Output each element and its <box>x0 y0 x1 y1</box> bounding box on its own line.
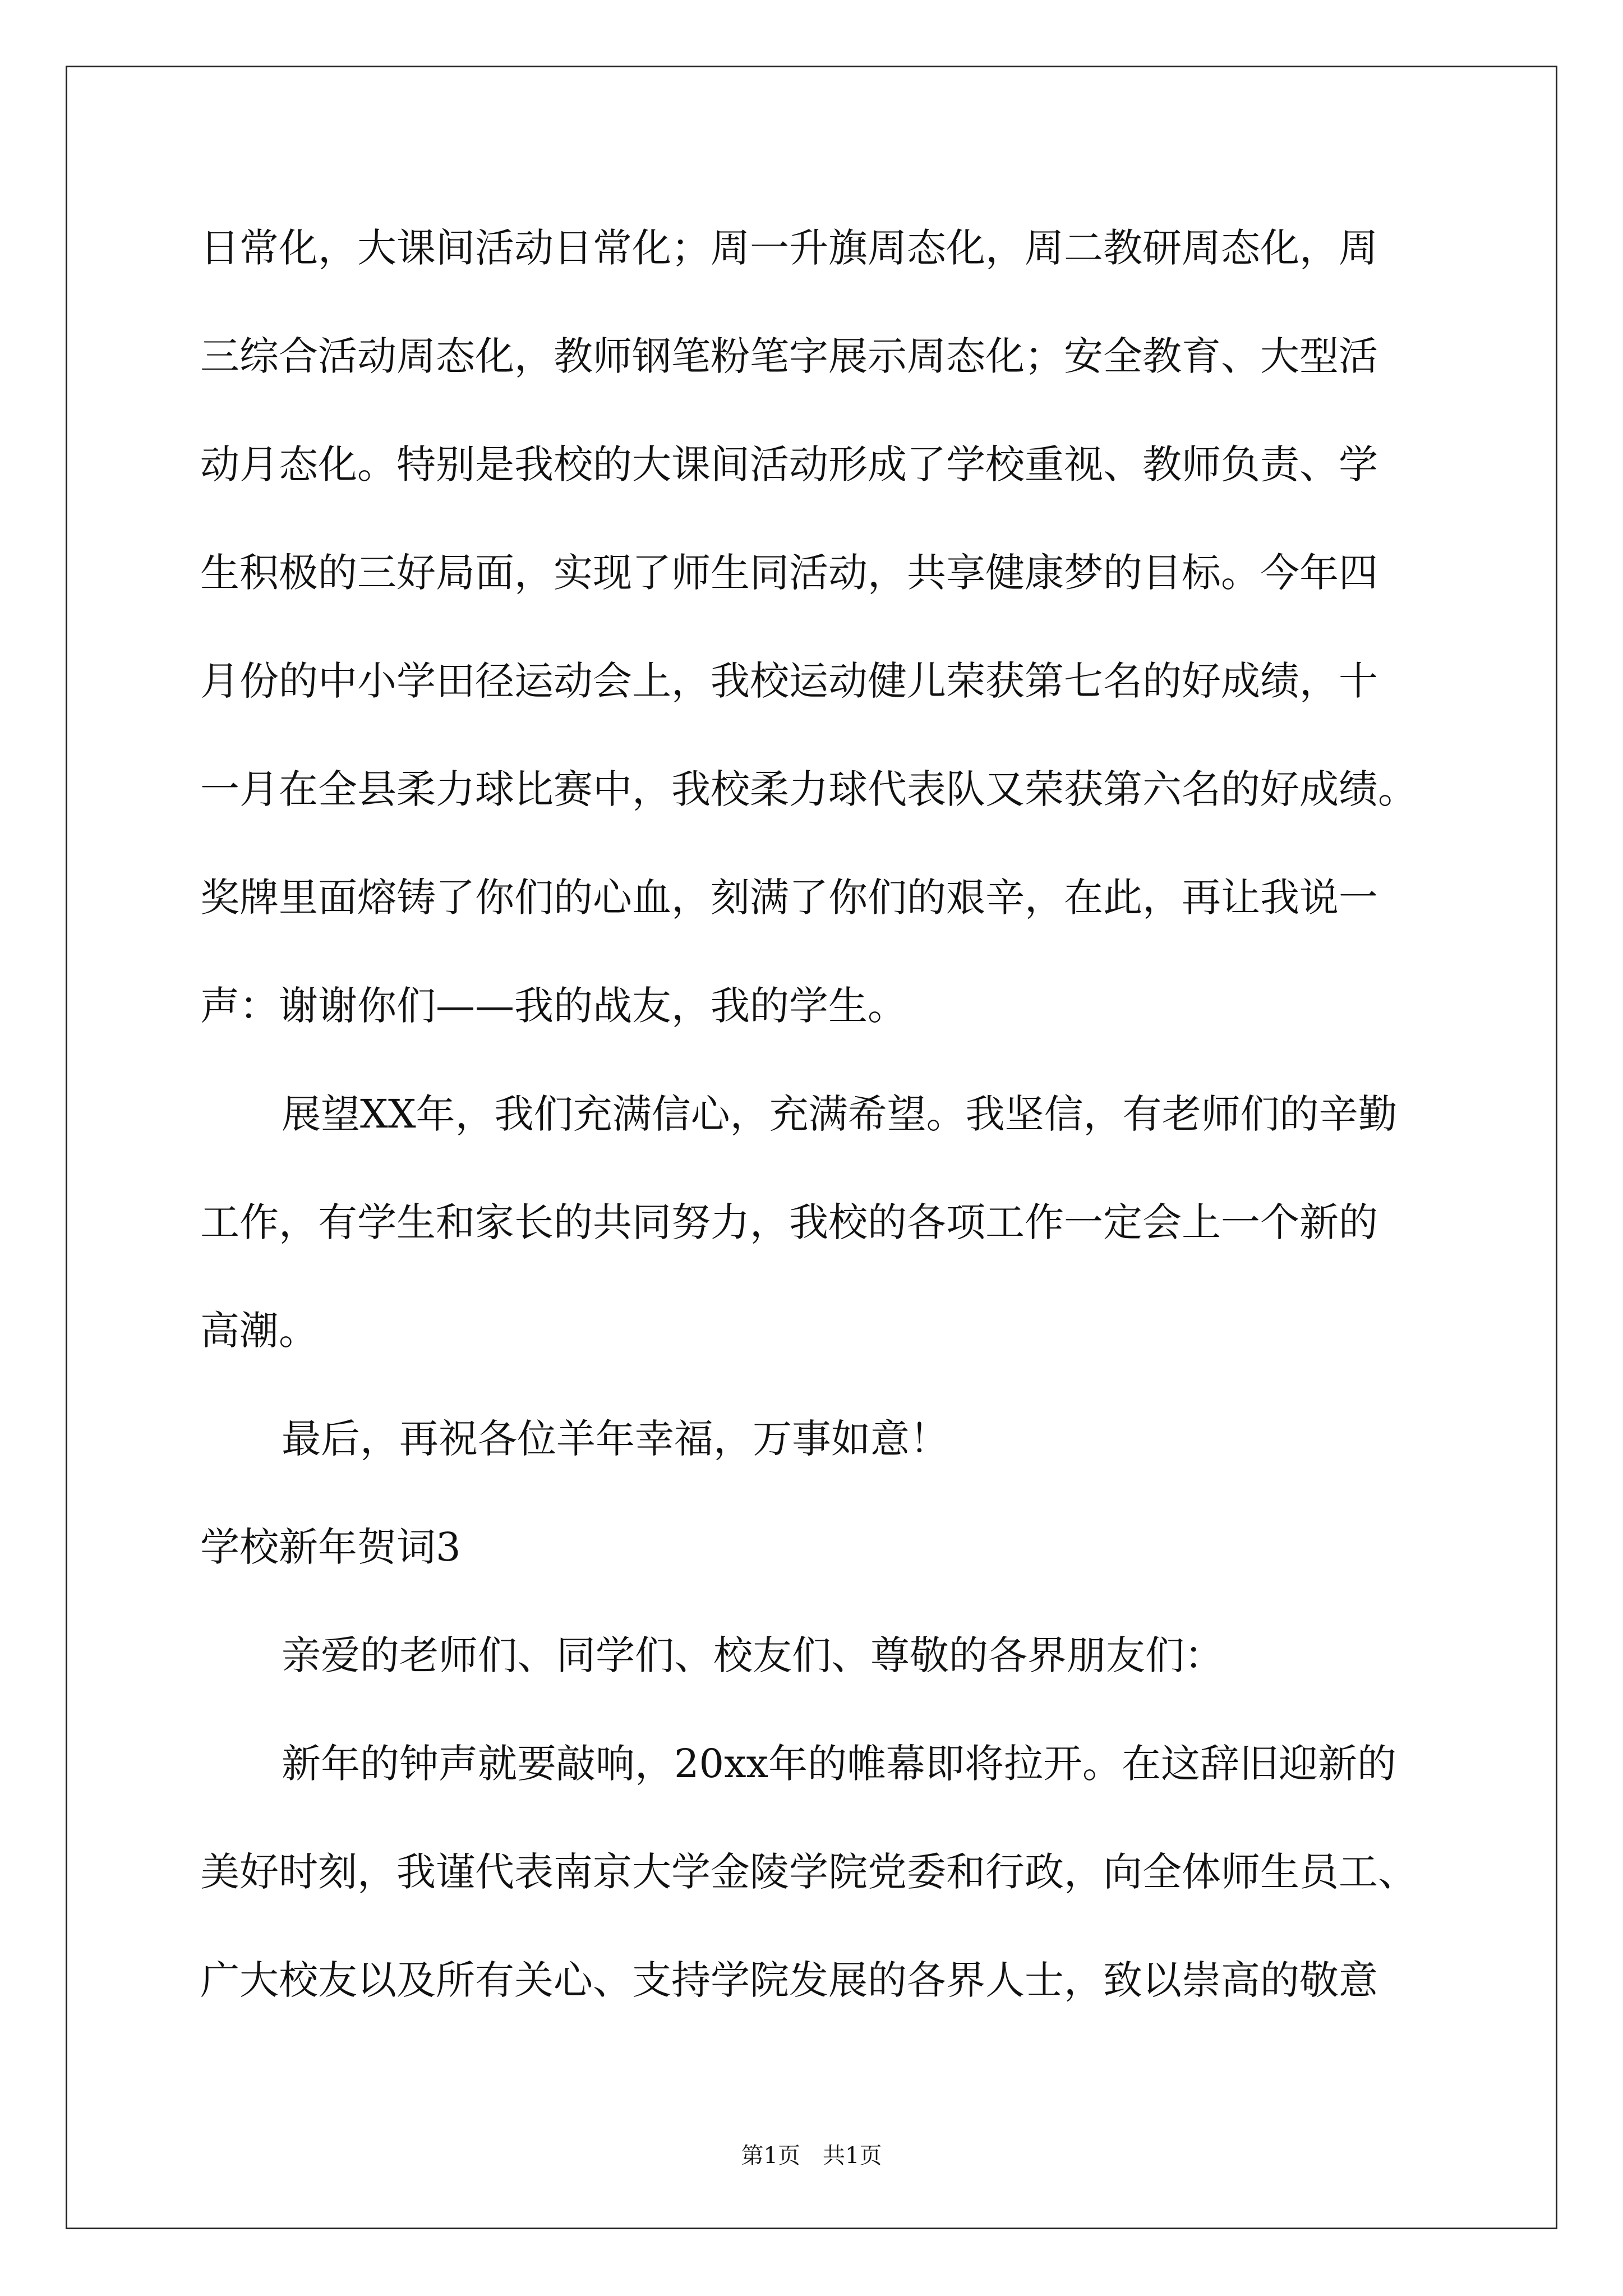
page-border <box>66 66 1557 2229</box>
body-text-line: 奖牌里面熔铸了你们的心血，刻满了你们的艰辛，在此，再让我说一 <box>200 875 1378 921</box>
paragraph-start-line: 新年的钟声就要敲响，20xx年的帷幕即将拉开。在这辞旧迎新的 <box>282 1741 1397 1787</box>
body-text-line: 动月态化。特别是我校的大课间活动形成了学校重视、教师负责、学 <box>200 441 1378 487</box>
body-text-line: 三综合活动周态化，教师钢笔粉笔字展示周态化；安全教育、大型活 <box>200 333 1378 379</box>
body-text-line: 高潮。 <box>200 1308 318 1354</box>
body-text-line: 生积极的三好局面，实现了师生同活动，共享健康梦的目标。今年四 <box>200 550 1378 596</box>
body-text-line: 日常化，大课间活动日常化；周一升旗周态化，周二教研周态化，周 <box>200 225 1378 271</box>
body-text-line: 广大校友以及所有关心、支持学院发展的各界人士，致以崇高的敬意 <box>200 1957 1378 2003</box>
section-heading: 学校新年贺词3 <box>200 1524 461 1570</box>
paragraph-start-line: 最后，再祝各位羊年幸福，万事如意！ <box>282 1416 949 1462</box>
paragraph-start-line: 展望XX年，我们充满信心，充满希望。我坚信，有老师们的辛勤 <box>282 1091 1398 1137</box>
body-text-line: 月份的中小学田径运动会上，我校运动健儿荣获第七名的好成绩，十 <box>200 658 1378 704</box>
body-text-line: 美好时刻，我谨代表南京大学金陵学院党委和行政，向全体师生员工、 <box>200 1849 1417 1895</box>
body-text-line: 声：谢谢你们——我的战友，我的学生。 <box>200 983 907 1029</box>
page-footer: 第1页 共1页 <box>741 2143 882 2169</box>
body-text-line: 一月在全县柔力球比赛中，我校柔力球代表队又荣获第六名的好成绩。 <box>200 766 1417 812</box>
salutation-line: 亲爱的老师们、同学们、校友们、尊敬的各界朋友们： <box>282 1632 1224 1678</box>
body-text-line: 工作，有学生和家长的共同努力，我校的各项工作一定会上一个新的 <box>200 1199 1378 1245</box>
